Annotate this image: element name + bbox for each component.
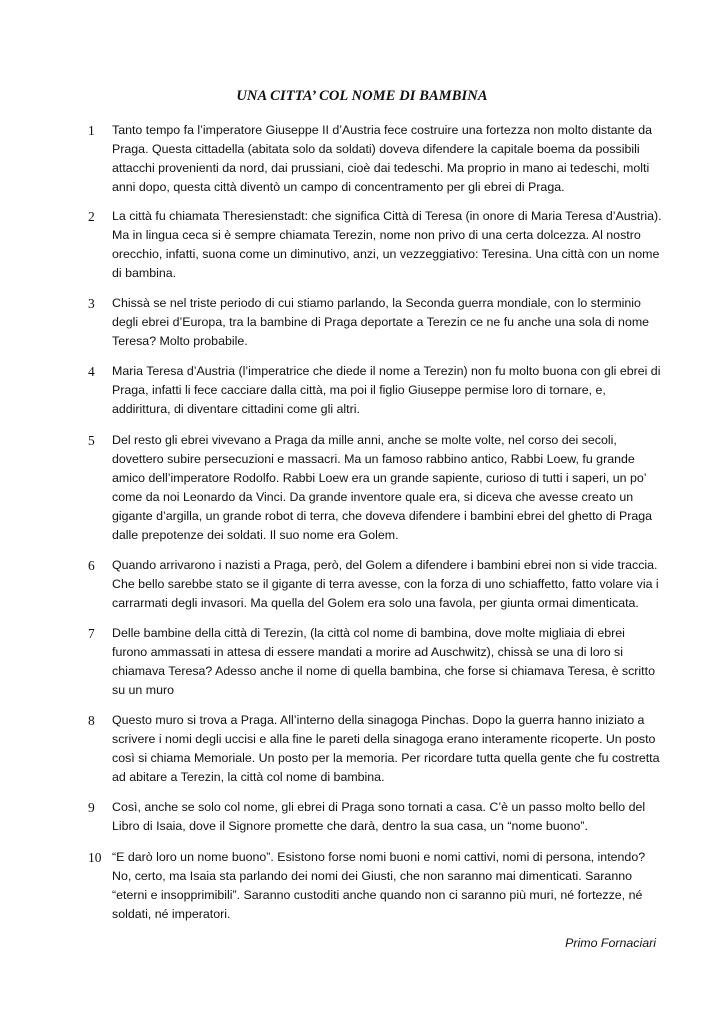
paragraph-3 bbox=[88, 294, 662, 351]
paragraph-5 bbox=[88, 431, 662, 545]
paragraph-2 bbox=[88, 207, 662, 283]
paragraph-10 bbox=[88, 848, 662, 924]
paragraph-number: 4 bbox=[88, 364, 95, 379]
paragraph-9 bbox=[88, 798, 662, 836]
paragraph-number: 3 bbox=[88, 296, 95, 311]
paragraph-text: Così, anche se solo col nome, gli ebrei di Praga sono tornati a casa. C’è un passo molto bello del Libro di Isaia, dove il Signore promette che darà, dentro la sua casa, un “nome buono”. bbox=[112, 800, 646, 833]
paragraph-number: 2 bbox=[88, 209, 95, 224]
paragraph-number: 5 bbox=[88, 433, 95, 448]
paragraph-text: La città fu chiamata Theresienstadt: che significa Città di Teresa (in onore di Maria Teresa d’Austria). Ma in lingua ceca si è sempre chiamata Terezin, nome non privo di una certa dolcezza. Al nostro orecchio, infatti, suona come un diminutivo, anzi, un vezzeggiativo: Teresina. Una città con un nome di bambina. bbox=[112, 209, 662, 280]
paragraph-number: 1 bbox=[88, 123, 95, 138]
paragraph-text: “E darò loro un nome buono”. Esistono forse nomi buoni e nomi cattivi, nomi di persona, intendo? No, certo, ma Isaia sta parlando dei nomi dei Giusti, che non saranno mai dimenticati. Saranno “eterni e insopprimibili”. Saranno custoditi anche quando non ci saranno più muri, né fortezze, né soldati, né imperatori. bbox=[112, 850, 646, 921]
paragraph-number: 9 bbox=[88, 800, 95, 815]
paragraph-text: Maria Teresa d’Austria (l’imperatrice che diede il nome a Terezin) non fu molto buona con gli ebrei di Praga, infatti li fece cacciare dalla città, ma poi il figlio Giuseppe permise loro di tornare, e, addirittura, di diventare cittadini come gli altri. bbox=[112, 364, 661, 416]
paragraph-text: Delle bambine della città di Terezin, (la città col nome di bambina, dove molte migliaia di ebrei furono ammassati in attesa di essere mandati a morire ad Auschwitz), chissà se una di loro si chiamava Teresa? Adesso anche il nome di quella bambina, che forse si chiamava Teresa, è scritto su un muro bbox=[112, 626, 655, 697]
paragraph-text: Tanto tempo fa l’imperatore Giuseppe II d’Austria fece costruire una fortezza non molto distante da Praga. Questa cittadella (abitata solo da soldati) doveva difendere la capitale boema da possibili attacchi provenienti da nord, dai prussiani, cioè dai tedeschi. Ma proprio in mano ai tedeschi, molti anni dopo, questa città diventò un campo di concentramento per gli ebrei di Praga. bbox=[112, 123, 652, 194]
paragraph-6 bbox=[88, 556, 662, 613]
paragraph-1 bbox=[88, 121, 662, 197]
paragraph-7 bbox=[88, 624, 662, 700]
paragraph-text: Questo muro si trova a Praga. All’interno della sinagoga Pinchas. Dopo la guerra hanno iniziato a scrivere i nomi degli uccisi e alla fine le pareti della sinagoga erano interamente ricoperte. Un posto così si chiama Memoriale. Un posto per la memoria. Per ricordare tutta quella gente che fu costretta ad abitare a Terezin, la città col nome di bambina. bbox=[112, 713, 660, 784]
author-signature: Primo Fornaciari bbox=[565, 936, 656, 950]
paragraph-text: Quando arrivarono i nazisti a Praga, però, del Golem a difendere i bambini ebrei non si vide traccia. Che bello sarebbe stato se il gigante di terra avesse, con la forza di uno schiaffetto, fatto volare via i carrarmati degli invasori. Ma quella del Golem era solo una favola, per giunta ormai dimenticata. bbox=[112, 558, 659, 610]
paragraph-number: 6 bbox=[88, 558, 95, 573]
document-title: UNA CITTA’ COL NOME DI BAMBINA bbox=[236, 88, 488, 104]
paragraph-number: 7 bbox=[88, 626, 95, 641]
paragraph-number: 10 bbox=[88, 850, 102, 865]
paragraph-number: 8 bbox=[88, 713, 95, 728]
paragraph-text: Chissà se nel triste periodo di cui stiamo parlando, la Seconda guerra mondiale, con lo sterminio degli ebrei d’Europa, tra la bambine di Praga deportate a Terezin ce ne fu anche una sola di nome Teresa? Molto probabile. bbox=[112, 296, 650, 348]
paragraph-4 bbox=[88, 362, 662, 419]
paragraph-8 bbox=[88, 711, 662, 787]
paragraph-text: Del resto gli ebrei vivevano a Praga da mille anni, anche se molte volte, nel corso dei secoli, dovettero subire persecuzioni e massacri. Ma un famoso rabbino antico, Rabbi Loew, fu grande amico dell’imperatore Rodolfo. Rabbi Loew era un grande sapiente, curioso di tutti i saperi, un po’ come da noi Leonardo da Vinci. Da grande inventore quale era, si diceva che avesse creato un gigante d’argilla, un grande robot di terra, che doveva difendere i bambini ebrei del ghetto di Praga dalle prepotenze dei soldati. Il suo nome era Golem. bbox=[112, 433, 653, 542]
